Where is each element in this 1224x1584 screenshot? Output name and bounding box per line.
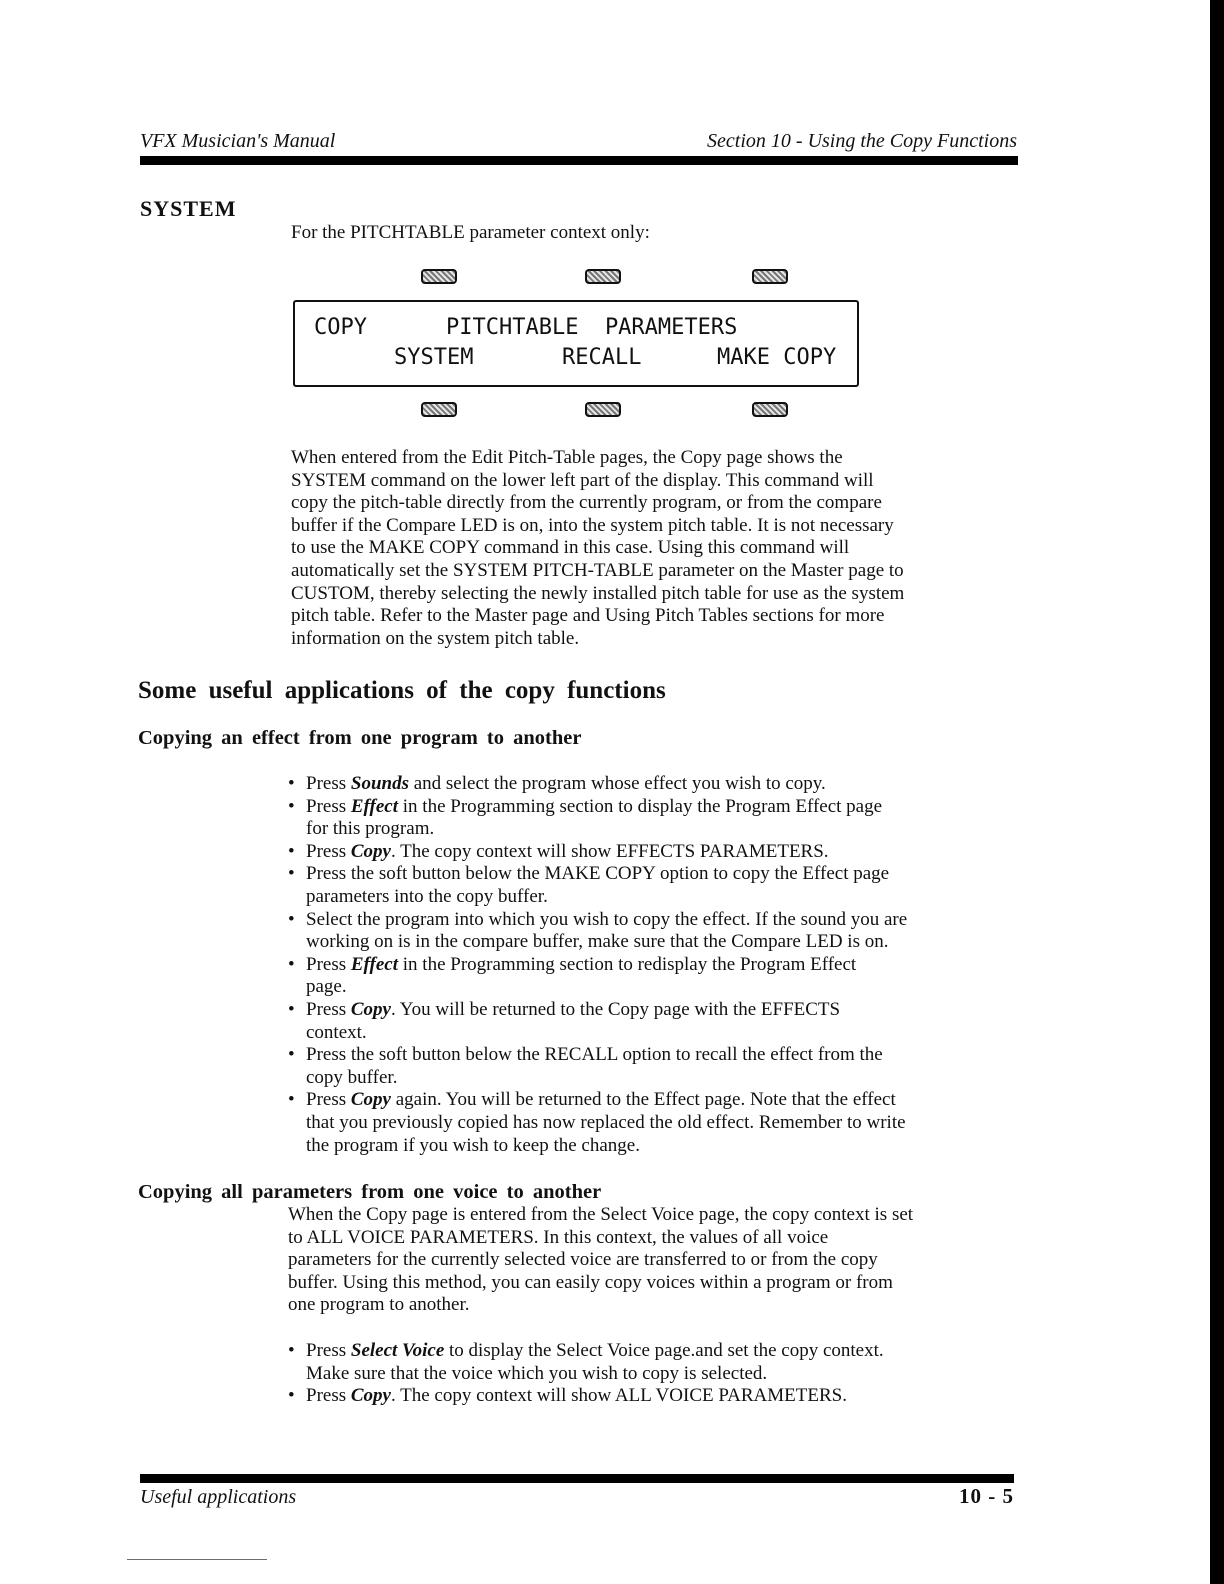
- bullet-dot-icon: •: [288, 1385, 295, 1407]
- lcd-recall-option: RECALL: [562, 345, 642, 370]
- paragraph-line: automatically set the SYSTEM PITCH-TABLE parameter on the Master page to: [291, 559, 904, 581]
- bullet-dot-icon: •: [288, 953, 295, 975]
- lcd-display: [293, 300, 859, 387]
- bullet-item: • Press Copy. You will be returned to the Copy page with the EFFECTS: [288, 998, 841, 1020]
- effect-subheading: Copying an effect from one program to another: [138, 727, 582, 749]
- lcd-context-label: PITCHTABLE PARAMETERS: [446, 315, 738, 340]
- bullet-item: • Press Select Voice to display the Select Voice page.and set the copy context.: [288, 1340, 884, 1361]
- footer-section-name: Useful applications: [140, 1486, 297, 1508]
- paragraph-line: When the Copy page is entered from the Select Voice page, the copy context is set: [288, 1204, 914, 1225]
- paragraph-line: copy the pitch-table directly from the currently program, or from the compare: [291, 492, 882, 514]
- key-name: Copy: [350, 1089, 391, 1111]
- bullet-item: • Press Effect in the Programming section to redisplay the Program Effect: [288, 953, 857, 975]
- paragraph-line: parameters for the currently selected voice are transferred to or from the copy: [288, 1249, 878, 1271]
- margin-mark: [127, 1559, 267, 1560]
- bullet-item: • Press Copy. The copy context will show ALL VOICE PARAMETERS.: [288, 1385, 847, 1407]
- lcd-copy-label: COPY: [314, 315, 367, 340]
- voice-steps-list: [288, 1340, 884, 1408]
- bullet-continuation: Make sure that the voice which you wish to copy is selected.: [306, 1362, 768, 1384]
- page-number: 10 - 5: [959, 1484, 1014, 1508]
- bullet-continuation: parameters into the copy buffer.: [306, 885, 548, 907]
- lcd-system-option: SYSTEM: [394, 345, 474, 370]
- voice-subheading: Copying all parameters from one voice to another: [138, 1181, 602, 1203]
- paragraph-line: buffer. Using this method, you can easily copy voices within a program or from: [288, 1271, 893, 1293]
- paragraph-line: buffer if the Compare LED is on, into the system pitch table. It is not necessary: [291, 514, 894, 536]
- voice-paragraph: [288, 1204, 913, 1317]
- bullet-dot-icon: •: [288, 1044, 295, 1066]
- page-edge-bar: [1210, 0, 1224, 1584]
- header-rule: [140, 156, 1018, 165]
- paragraph-line: to ALL VOICE PARAMETERS. In this context, the values of all voice: [288, 1226, 829, 1248]
- paragraph-line: information on the system pitch table.: [291, 627, 580, 649]
- key-name: Copy: [350, 1385, 391, 1407]
- bullet-continuation: page.: [306, 976, 347, 998]
- bullet-continuation: the program if you wish to keep the change.: [306, 1134, 640, 1156]
- bullet-item: • Press Copy again. You will be returned to the Effect page. Note that the effect: [288, 1089, 896, 1111]
- paragraph-line: pitch table. Refer to the Master page and Using Pitch Tables sections for more: [291, 605, 885, 627]
- system-paragraph: [291, 447, 904, 650]
- soft-button-icon: [421, 269, 457, 284]
- bullet-item: • Press the soft button below the RECALL option to recall the effect from the: [288, 1044, 883, 1066]
- system-heading: SYSTEM: [140, 196, 237, 221]
- header-section-title: Section 10 - Using the Copy Functions: [707, 130, 1017, 152]
- bullet-item: • Select the program into which you wish to copy the effect. If the sound you are: [288, 908, 908, 930]
- bullet-continuation: context.: [306, 1021, 367, 1043]
- bullet-dot-icon: •: [288, 795, 295, 817]
- bullet-continuation: working on is in the compare buffer, make sure that the Compare LED is on.: [306, 931, 889, 953]
- paragraph-line: to use the MAKE COPY command in this case. Using this command will: [291, 537, 850, 559]
- bullet-item: • Press the soft button below the MAKE COPY option to copy the Effect page: [288, 863, 890, 885]
- soft-button-icon: [752, 402, 788, 417]
- key-name: Select Voice: [350, 1340, 445, 1361]
- soft-button-icon: [585, 269, 621, 284]
- key-name: Copy: [350, 840, 391, 862]
- bullet-dot-icon: •: [288, 908, 295, 930]
- bullet-dot-icon: •: [288, 773, 295, 794]
- system-intro: For the PITCHTABLE parameter context only:: [291, 222, 650, 243]
- bullet-continuation: copy buffer.: [306, 1066, 398, 1088]
- paragraph-line: CUSTOM, thereby selecting the newly installed pitch table for use as the system: [291, 582, 905, 604]
- paragraph-line: SYSTEM command on the lower left part of the display. This command will: [291, 469, 874, 491]
- key-name: Sounds: [350, 773, 409, 794]
- soft-button-icon: [752, 269, 788, 284]
- key-name: Effect: [350, 795, 399, 817]
- paragraph-line: When entered from the Edit Pitch-Table pages, the Copy page shows the: [291, 447, 843, 468]
- effect-steps-list: [288, 773, 907, 1157]
- paragraph-line: one program to another.: [288, 1294, 470, 1316]
- soft-button-icon: [585, 402, 621, 417]
- key-name: Copy: [350, 998, 391, 1020]
- bullet-continuation: that you previously copied has now replaced the old effect. Remember to write: [306, 1111, 906, 1133]
- bullet-item: • Press Copy. The copy context will show EFFECTS PARAMETERS.: [288, 840, 829, 862]
- header-manual-title: VFX Musician's Manual: [140, 130, 336, 152]
- lcd-make-copy-option: MAKE COPY: [717, 345, 837, 370]
- footer-rule: [140, 1474, 1014, 1483]
- bullet-item: • Press Sounds and select the program whose effect you wish to copy.: [288, 773, 826, 794]
- bullet-dot-icon: •: [288, 998, 295, 1020]
- bullet-item: • Press Effect in the Programming section to display the Program Effect page: [288, 795, 883, 817]
- bullet-dot-icon: •: [288, 840, 295, 862]
- bullet-dot-icon: •: [288, 1340, 295, 1361]
- bullet-continuation: for this program.: [306, 818, 435, 840]
- bullet-dot-icon: •: [288, 1089, 295, 1111]
- applications-heading: Some useful applications of the copy functions: [138, 677, 666, 704]
- key-name: Effect: [350, 953, 399, 975]
- bullet-dot-icon: •: [288, 863, 295, 885]
- soft-button-icon: [421, 402, 457, 417]
